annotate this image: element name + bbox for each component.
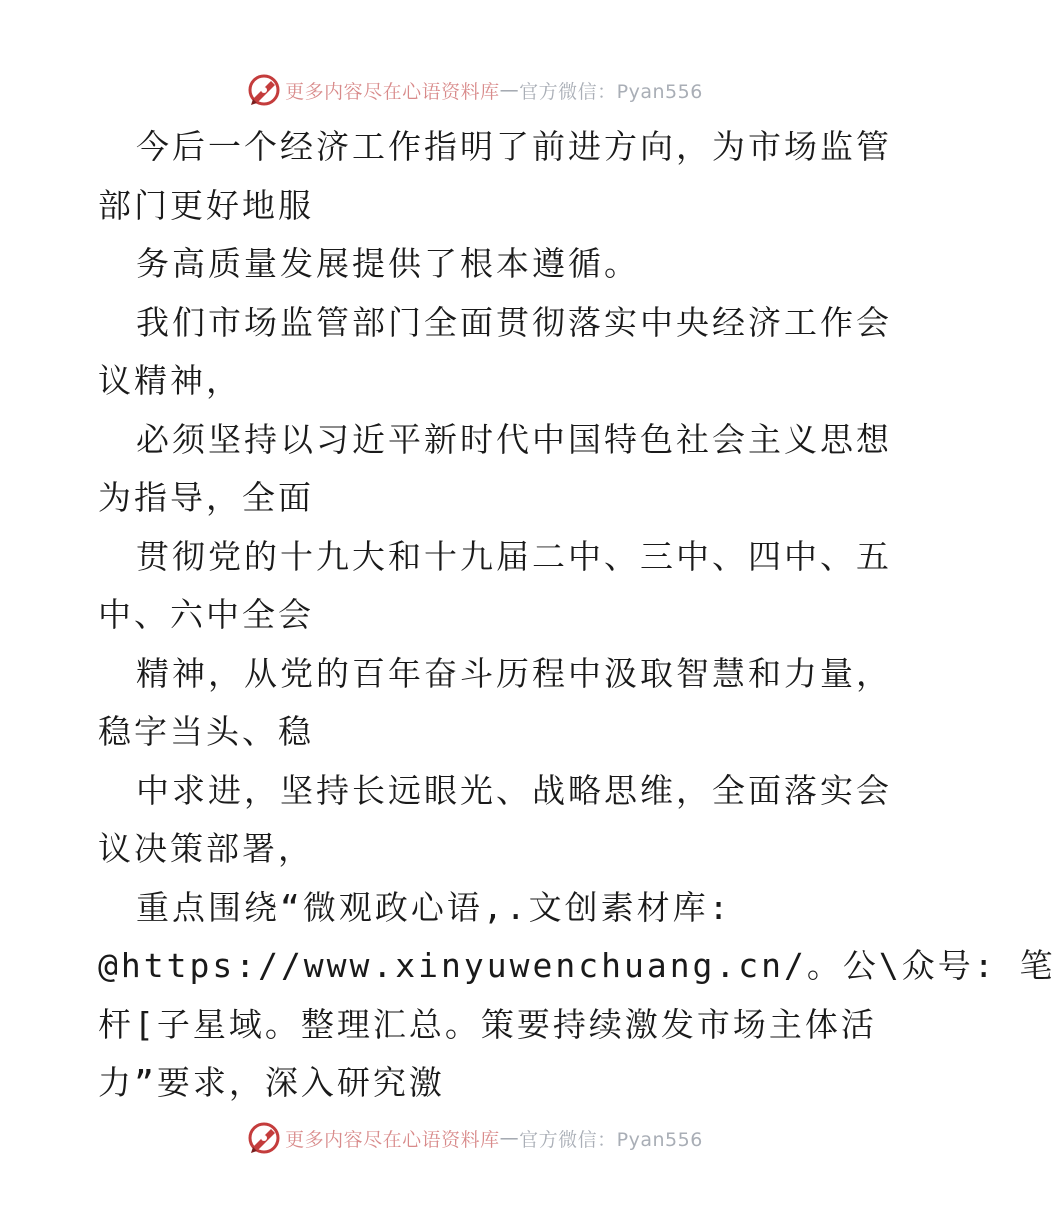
text-line: 杆[子星域。整理汇总。策要持续激发市场主体活 bbox=[98, 1004, 877, 1044]
watermark-dash: — bbox=[499, 79, 520, 101]
text-line: 我们市场监管部门全面贯彻落实中央经济工作会 bbox=[136, 302, 892, 342]
text-line: 为指导，全面 bbox=[98, 478, 314, 517]
text-line: 稳字当头、稳 bbox=[98, 712, 314, 751]
text-line: @https://www.xinyuwenchuang.cn/。公\众号: 笔 bbox=[98, 946, 1056, 985]
pen-logo-icon bbox=[247, 73, 281, 107]
watermark-title: 更多内容尽在心语资料库 bbox=[285, 80, 500, 103]
text-line: 中、六中全会 bbox=[98, 595, 314, 634]
watermark-header bbox=[0, 72, 950, 108]
text-line: 重点围绕“微观政心语,.文创素材库: bbox=[136, 887, 732, 927]
watermark-footer bbox=[0, 1120, 950, 1156]
watermark-account: 官方微信：Pyan556 bbox=[519, 80, 703, 103]
text-line: 议决策部署， bbox=[98, 829, 314, 868]
text-line: 贯彻党的十九大和十九届二中、三中、四中、五 bbox=[136, 536, 892, 576]
watermark-account: 官方微信：Pyan556 bbox=[519, 1128, 703, 1151]
text-line: 中求进，坚持长远眼光、战略思维，全面落实会 bbox=[136, 770, 892, 810]
document-body bbox=[98, 118, 1056, 1113]
text-line: 今后一个经济工作指明了前进方向，为市场监管 bbox=[136, 127, 892, 166]
text-line: 精神，从党的百年奋斗历程中汲取智慧和力量， bbox=[136, 653, 892, 693]
text-line: 议精神， bbox=[98, 361, 242, 400]
text-line: 部门更好地服 bbox=[98, 185, 314, 225]
text-line: 必须坚持以习近平新时代中国特色社会主义思想 bbox=[136, 419, 892, 459]
watermark-title: 更多内容尽在心语资料库 bbox=[285, 1128, 500, 1151]
text-line: 力”要求，深入研究激 bbox=[98, 1063, 445, 1102]
watermark-dash: — bbox=[499, 1127, 520, 1149]
text-line: 务高质量发展提供了根本遵循。 bbox=[136, 244, 640, 283]
pen-logo-icon bbox=[247, 1121, 281, 1155]
